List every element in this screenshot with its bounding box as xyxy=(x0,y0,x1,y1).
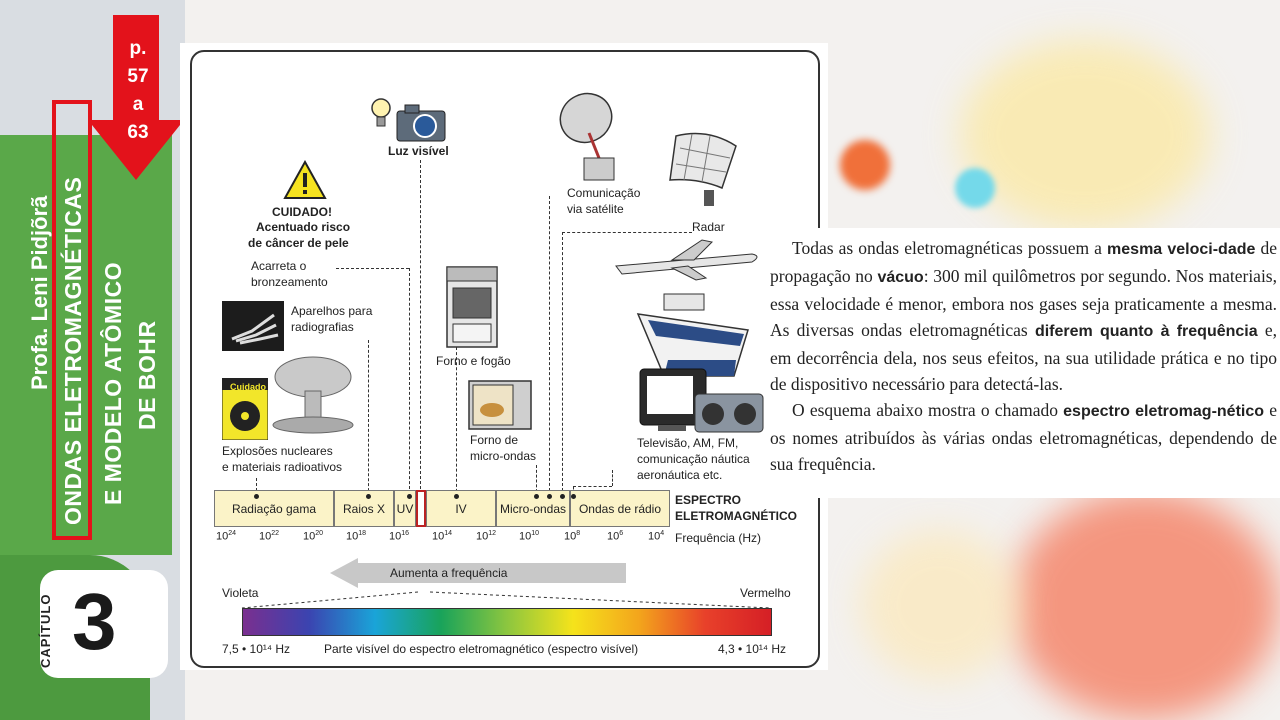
espectro-label-1: ESPECTRO xyxy=(675,493,742,507)
satelite-label-2: via satélite xyxy=(567,202,624,216)
tick-label: $10^6$ xyxy=(607,530,624,543)
band-marker xyxy=(454,494,459,499)
paragraph-1: Todas as ondas eletromagnéticas possuem a mesma veloci-dade de propagação no vácuo: 300 mil quilômetros por segundo. Nos materiais, essa velocidade é menor, embora nos gases seja praticamente a mesma. As diversas ondas eletromagnéticas diferem quanto à frequência e, em decorrência dela, nos seus efeitos, na sua utilidade prática e no tipo de dispositivo necessário para detectá-las. xyxy=(770,238,1277,394)
leader-line xyxy=(336,268,409,269)
explosoes-label-2: e materiais radioativos xyxy=(222,460,343,474)
tv-label-2: comunicação náutica xyxy=(637,452,750,466)
lightbulb-icon xyxy=(370,97,392,133)
tick-label: $10^{22}$ xyxy=(259,530,280,543)
bg-blob-red xyxy=(840,140,890,190)
xray-hand-icon xyxy=(222,301,284,351)
radar-icon xyxy=(668,128,740,208)
cuidado-title: CUIDADO! xyxy=(272,205,332,219)
title-line-3: DE BOHR xyxy=(134,320,160,430)
leader-line xyxy=(562,232,692,233)
text-panel xyxy=(770,228,1280,498)
leader-line xyxy=(456,347,457,497)
title-highlight-box xyxy=(52,100,92,540)
cuidado-text-2: de câncer de pele xyxy=(248,236,349,250)
bronze-label-2: bronzeamento xyxy=(251,275,328,289)
spectrum-connector xyxy=(240,590,780,610)
band-uv: UV xyxy=(394,490,416,527)
explosoes-label-1: Explosões nucleares xyxy=(222,444,333,458)
bg-blob-orange xyxy=(1010,490,1280,720)
bg-blob-yellow xyxy=(960,40,1210,230)
leader-line xyxy=(368,340,369,496)
espectro-label-2: ELETROMAGNÉTICO xyxy=(675,509,797,523)
leader-line xyxy=(573,486,612,487)
bg-blob-cyan xyxy=(955,168,995,208)
airplane-icon xyxy=(612,238,762,282)
tv-label-3: aeronáutica etc. xyxy=(637,468,723,482)
chapter-number: 3 xyxy=(72,577,117,666)
band-marker xyxy=(254,494,259,499)
leader-line xyxy=(420,160,421,494)
freq-left-label: 7,5 • 10¹⁴ Hz xyxy=(222,642,291,656)
tick-label: $10^{16}$ xyxy=(389,530,410,543)
camera-icon xyxy=(395,103,447,143)
leader-line xyxy=(562,232,563,496)
band-micro-ondas: Micro-ondas xyxy=(496,490,570,527)
visible-caption: Parte visível do espectro eletromagnético (espectro visível) xyxy=(324,642,639,656)
tick-label: $10^{20}$ xyxy=(303,530,324,543)
band-iv: IV xyxy=(426,490,496,527)
band-radiacao-gama: Radiação gama xyxy=(214,490,334,527)
leader-line xyxy=(409,268,410,494)
band-raios-x: Raios X xyxy=(334,490,394,527)
freq-right-label: 4,3 • 10¹⁴ Hz xyxy=(718,642,787,656)
title-line-1: ONDAS ELETROMAGNÉTICAS xyxy=(60,176,86,525)
tv-label-1: Televisão, AM, FM, xyxy=(637,436,739,450)
aparelhos-label-2: radiografias xyxy=(291,320,354,334)
tick-label: $10^{10}$ xyxy=(519,530,540,543)
radio-icon xyxy=(693,388,765,434)
bronze-label-1: Acarreta o xyxy=(251,259,307,273)
stove-icon xyxy=(446,266,498,348)
chapter-label: CAPÍTULO xyxy=(38,593,53,668)
luz-visivel-label: Luz visível xyxy=(388,144,449,158)
violeta-label: Violeta xyxy=(222,586,259,600)
forno-label: Forno e fogão xyxy=(436,354,511,368)
page-range: p. 57 a 63 xyxy=(127,38,149,143)
author-label: Profa. Leni Pidjõrã xyxy=(27,195,52,390)
frequencia-axis-label: Frequência (Hz) xyxy=(675,531,762,545)
band-ondas-radio: Ondas de rádio xyxy=(570,490,670,527)
band-marker xyxy=(407,494,412,499)
band-visible xyxy=(416,490,426,527)
tick-label: $10^{12}$ xyxy=(476,530,497,543)
aumenta-label: Aumenta a frequência xyxy=(390,566,508,580)
tick-label: $10^4$ xyxy=(648,530,665,543)
microondas-label-2: micro-ondas xyxy=(470,449,537,463)
band-marker xyxy=(547,494,552,499)
title-line-2: E MODELO ATÔMICO xyxy=(100,261,126,505)
leader-line xyxy=(612,470,613,486)
band-marker xyxy=(366,494,371,499)
warning-icon xyxy=(283,160,327,200)
band-marker xyxy=(534,494,539,499)
cuidado-badge: Cuidado xyxy=(230,382,266,392)
vermelho-label: Vermelho xyxy=(740,586,791,600)
microondas-label-1: Forno de xyxy=(470,433,519,447)
microwave-icon xyxy=(468,380,532,430)
visible-spectrum-bar xyxy=(242,608,772,636)
tick-label: $10^8$ xyxy=(564,530,581,543)
satellite-dish-icon xyxy=(554,88,624,183)
leader-line xyxy=(549,196,550,496)
bg-blob-lower xyxy=(860,530,1020,680)
radar-label: Radar xyxy=(692,220,725,234)
paragraph-2: O esquema abaixo mostra o chamado espectro eletromag-nético e os nomes atribuídos às várias ondas eletromagnéticas, dependendo de sua frequência. xyxy=(770,400,1277,474)
tick-label: $10^{24}$ xyxy=(216,530,237,543)
tick-label: $10^{18}$ xyxy=(346,530,367,543)
aparelhos-label-1: Aparelhos para xyxy=(291,304,373,318)
tick-label: $10^{14}$ xyxy=(432,530,453,543)
mushroom-cloud-icon xyxy=(268,355,358,435)
band-marker xyxy=(560,494,565,499)
satelite-label-1: Comunicação xyxy=(567,186,641,200)
band-marker xyxy=(571,494,576,499)
cuidado-text-1: Acentuado risco xyxy=(256,220,351,234)
